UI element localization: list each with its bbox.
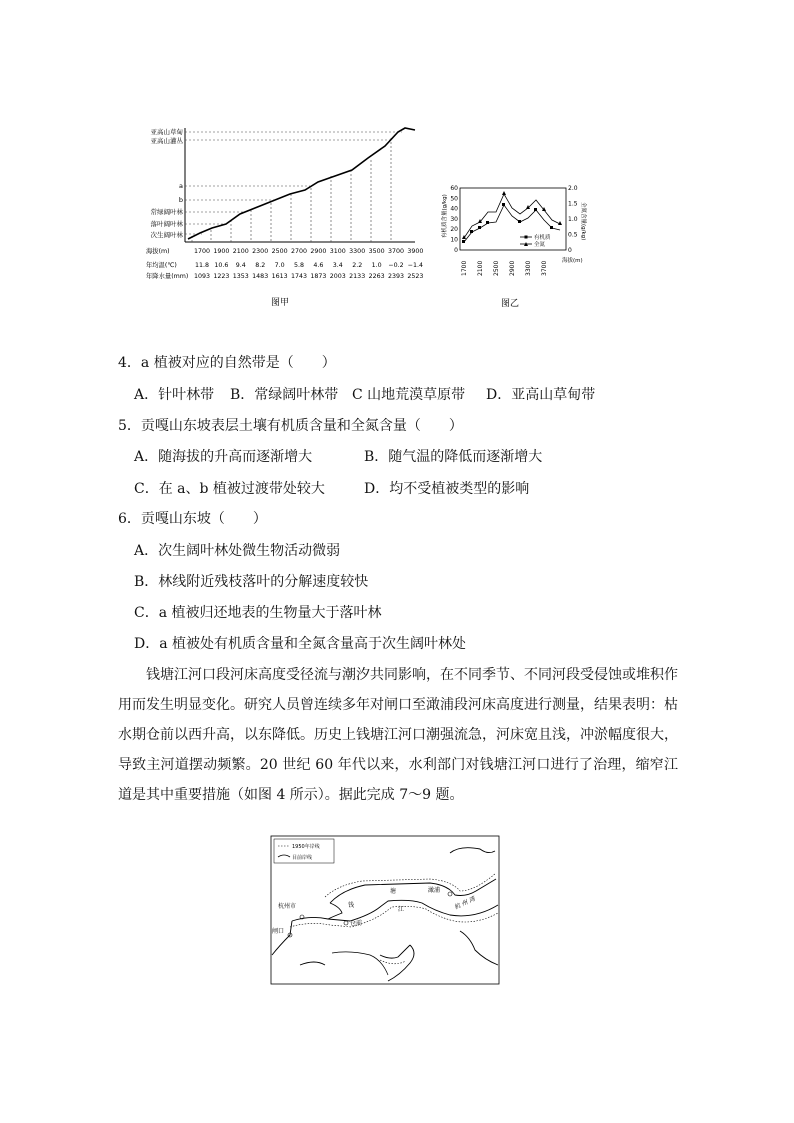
q5-option-d: D．均不受植被类型的影响 — [364, 481, 530, 497]
yi-left-tick: 40 — [450, 205, 458, 213]
q6-option-a: A．次生阔叶林处微生物活动微弱 — [134, 543, 341, 559]
precipitation-value: 1223 — [213, 273, 230, 280]
altitude-tick: 3700 — [387, 248, 405, 255]
q4-option-a: A．针叶林带 — [134, 387, 215, 403]
temperature-value: 10.6 — [214, 262, 229, 269]
yi-x-tick: 2900 — [509, 260, 516, 276]
veg-label: 常绿阔叶林 — [150, 208, 183, 216]
q6-option-b: B．林线附近残枝落叶的分解速度较快 — [134, 574, 369, 590]
map-legend-1950: 1950年岸线 — [292, 844, 320, 850]
q6-option-d: D．a 植被处有机质含量和全氮含量高于次生阔叶林处 — [134, 636, 467, 652]
yi-right-tick: 1.0 — [568, 216, 578, 223]
figure-yi — [440, 180, 590, 315]
temperature-value: 5.8 — [293, 262, 305, 269]
altitude-tick: 3300 — [349, 248, 366, 255]
yi-x-tick: 3300 — [525, 260, 532, 276]
temperature-value: −0.2 — [388, 262, 404, 269]
yi-ylabel-right: 全氮含量(g/kg) — [580, 202, 586, 241]
temperature-value: 2.2 — [352, 262, 363, 269]
temperature-value: 1.0 — [371, 262, 382, 269]
yi-right-tick: 2.0 — [568, 185, 578, 192]
temperature-value: 3.4 — [332, 262, 343, 269]
yi-right-tick: 0.5 — [568, 231, 578, 239]
figure-yi-caption: 图乙 — [500, 299, 520, 309]
temperature-value: −1.4 — [407, 262, 424, 269]
yi-x-tick: 1700 — [461, 260, 468, 276]
precipitation-value: 2263 — [368, 273, 385, 280]
map-place-ganpu: 澉浦 — [428, 887, 441, 894]
altitude-tick: 3100 — [329, 248, 346, 255]
yi-right-tick: 1.5 — [568, 200, 578, 208]
veg-label: 次生阔叶林 — [150, 231, 183, 239]
veg-label: b — [178, 196, 183, 204]
precipitation-value: 1483 — [252, 273, 269, 280]
temperature-value: 8.2 — [255, 262, 266, 269]
question-4-stem: 4．a 植被对应的自然带是（ ） — [118, 355, 336, 371]
veg-label: 落叶阔叶林 — [150, 220, 183, 228]
precipitation-value: 2523 — [407, 273, 424, 280]
q5-option-a: A．随海拔的升高而逐渐增大 — [134, 449, 313, 465]
yi-left-tick: 30 — [450, 215, 458, 223]
veg-label: a — [179, 182, 183, 190]
yi-left-tick: 20 — [450, 226, 458, 234]
precipitation-value: 1873 — [310, 273, 327, 280]
q4-option-c: C 山地荒漠草原带 — [352, 387, 466, 403]
map-place-hangzhou-bay: 杭州湾 — [453, 894, 479, 912]
precipitation-value: 1613 — [271, 273, 288, 280]
yi-x-tick: 2500 — [493, 260, 500, 276]
altitude-tick: 1900 — [213, 248, 230, 255]
precipitation-value: 1743 — [290, 273, 308, 280]
row-label-temperature: 年均温(℃) — [146, 262, 177, 269]
altitude-tick: 3900 — [407, 248, 424, 255]
precipitation-value: 2393 — [387, 273, 405, 280]
map-river-char-1: 钱 — [348, 902, 355, 909]
figure-4-map — [270, 835, 500, 985]
altitude-tick: 2300 — [252, 248, 269, 255]
temperature-value: 7.0 — [274, 262, 285, 269]
yi-xlabel: 海拔(m) — [562, 258, 583, 264]
precipitation-value: 1353 — [232, 273, 249, 280]
q4-option-b: B．常绿阔叶林带 — [230, 387, 339, 403]
yi-x-tick: 2100 — [477, 260, 484, 276]
altitude-tick: 3500 — [368, 248, 385, 255]
precipitation-value: 2133 — [349, 273, 366, 280]
map-place-zhakou: 闸口 — [272, 928, 285, 935]
precipitation-value: 2003 — [329, 273, 346, 280]
row-label-precipitation: 年降水量(mm) — [146, 273, 189, 280]
altitude-tick: 2100 — [232, 248, 249, 255]
map-river-char-3: 江 — [398, 906, 405, 913]
yi-left-tick: 50 — [450, 195, 458, 203]
question-5-stem: 5．贡嘎山东坡表层土壤有机质含量和全氮含量（ ） — [118, 418, 463, 434]
q5-option-c: C．在 a、b 植被过渡带处较大 — [134, 481, 325, 497]
precipitation-value: 1093 — [193, 273, 211, 280]
map-place-cangqian: 仓前 — [350, 920, 363, 927]
yi-x-tick: 3700 — [541, 260, 548, 276]
map-place-hangzhou: 杭州市 — [278, 903, 297, 910]
map-legend-current: 目前岸线 — [292, 855, 313, 861]
temperature-value: 9.4 — [235, 262, 246, 269]
temperature-value: 4.6 — [313, 262, 324, 269]
temperature-value: 11.8 — [194, 262, 210, 269]
q5-option-b: B．随气温的降低而逐渐增大 — [364, 449, 543, 465]
legend-organic: 有机质 — [534, 235, 551, 241]
figure-jia-caption: 图甲 — [270, 298, 290, 308]
q6-option-c: C．a 植被归还地表的生物量大于落叶林 — [134, 605, 382, 621]
altitude-tick: 2500 — [271, 248, 288, 255]
veg-label: 亚高山灌丛 — [150, 137, 183, 145]
veg-label: 亚高山草甸 — [150, 128, 183, 136]
passage: 钱塘江河口段河床高度受径流与潮汐共同影响，在不同季节、不同河段受侵蚀或堆积作用而发生明显变化。研究人员曾连续多年对闸口至澉浦段河床高度进行测量，结果表明：枯水期仓前以西升高，以东降低。历史上钱塘江河口潮强流急，河床宽且浅，冲淤幅度很大，导致主河道摆动频繁。20 世纪 60 年代以来，水利部门对钱塘江河口进行了治理，缩窄江道是其中重要措施（如图 4 所示）。据此完成 7～9 题。 — [118, 667, 678, 803]
yi-left-tick: 60 — [450, 185, 458, 192]
yi-ylabel-left: 有机质含量(g/kg) — [442, 194, 448, 238]
legend-nitrogen: 全氮 — [534, 242, 546, 248]
row-label-altitude: 海拔(m) — [146, 248, 170, 255]
altitude-tick: 2700 — [290, 248, 308, 255]
yi-right-tick: 0 — [568, 247, 572, 254]
yi-left-tick: 10 — [450, 236, 458, 244]
altitude-tick: 1700 — [193, 248, 211, 255]
yi-left-tick: 0 — [454, 246, 458, 254]
question-6-stem: 6．贡嘎山东坡（ ） — [118, 511, 267, 527]
figure-jia — [140, 120, 425, 315]
map-river-char-2: 塘 — [390, 888, 397, 895]
altitude-tick: 2900 — [310, 248, 327, 255]
q4-option-d: D．亚高山草甸带 — [486, 387, 596, 403]
